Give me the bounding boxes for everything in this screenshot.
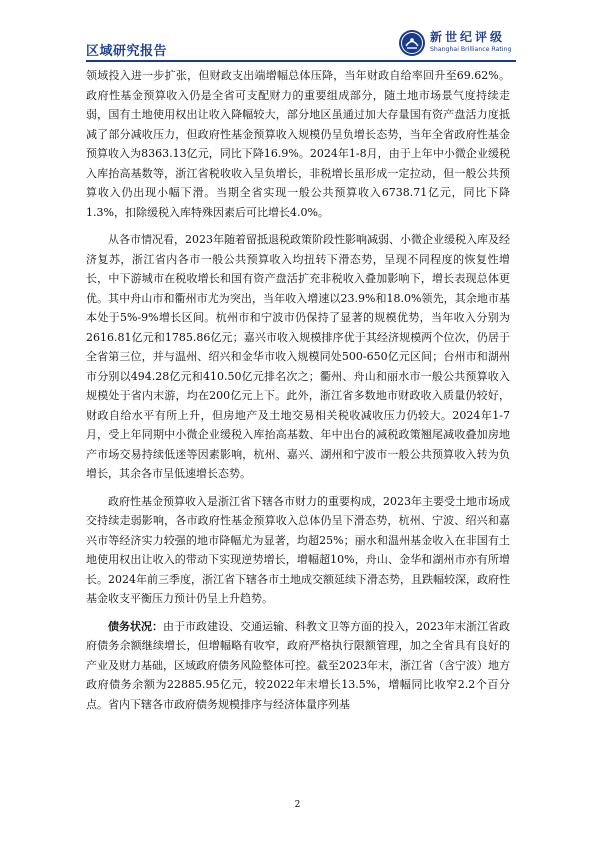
report-section-title: 区域研究报告 — [86, 44, 168, 59]
logo-english-name: Shanghai Brilliance Rating — [430, 46, 512, 53]
paragraph-fund-revenue: 政府性基金预算收入是浙江省下辖各市财力的重要构成，2023年主要受土地市场成交持续走弱影响，各市政府性基金预算收入总体仍呈下滑态势，杭州、宁波、绍兴和嘉兴市等经济实力较强的地市降幅尤为显著，均超25%；丽水和温州基金收入在非国有土地使用权出让收入的带动下实现逆势增长，增幅超10%，舟山、金华和湖州市亦有所增长。2024年前三季度，浙江省下辖各市土地成交额延续下滑态势，且跌幅较深，政府性基金收支平衡压力预计仍呈上升趋势。 — [86, 494, 510, 605]
debt-status-text: 由于市政建设、交通运输、科教文卫等方面的投入，2023年末浙江省政府债务余额继续增长，但增幅略有收窄，政府严格执行限额管理，加之全省具有良好的产业及财力基础，区域政府债务风险整体可控。截至2023年末，浙江省（含宁波）地方政府债务余额为22885.95亿元，较2022年末增长13.5%，增幅同比收窄2.2个百分点。省内下辖各市政府债务规模排序与经济体量序列基 — [86, 619, 510, 711]
paragraph-city-revenue: 从各市情况看，2023年随着留抵退税政策阶段性影响减弱、小微企业缓税入库及经济复苏，浙江省内各市一般公共预算收入均扭转下滑态势，呈现不同程度的恢复性增长，中下游城市在税收增长和国有资产盘活扩充非税收入叠加影响下，增长表现总体更优。其中舟山市和衢州市尤为突出，当年收入增速以23.9%和18.0%领先，其余地市基本处于5%-9%增长区间。杭州市和宁波市仍保持了显著的规模优势，当年收入分别为2616.81亿元和1785.86亿元；嘉兴市收入规模排序优于其经济规模两个位次，仍居于全省第三位，并与温州、绍兴和金华市收入规模同处500-650亿元区间；台州市和湖州市分别以494.28亿元和410.50亿元排名次之；衢州、舟山和丽水市一般公共预算收入规模处于省内末游，均在200亿元上下。此外，浙江省多数地市财政收入质量仍较好，财政自给水平有所上升，但房地产及土地交易相关税收减收压力仍较大。2024年1-7月，受上年同期中小微企业缓税入库抬高基数、年中出台的减税政策翘尾减收叠加房地产市场交易持续低迷等因素影响，杭州、嘉兴、湖州和宁波市一般公共预算收入转为负增长，其余各市呈低速增长态势。 — [86, 233, 510, 480]
header-divider — [86, 60, 516, 62]
company-logo — [398, 27, 516, 61]
logo-chinese-name: 新世纪评级 — [430, 30, 506, 44]
paragraph-fiscal-revenue: 领域投入进一步扩张，但财政支出端增幅总体压降，当年财政自给率回升至69.62%。政府性基金预算收入仍是全省可支配财力的重要组成部分，随土地市场景气度持续走弱，国有土地使用权出让收入降幅较大，部分地区虽通过加大存量国有资产盘活力度抵减了部分减收压力，但政府性基金预算收入规模仍呈负增长态势，当年全省政府性基金预算收入为8363.13亿元，同比下降16.9%。2024年1-8月，由于上年中小微企业缓税入库抬高基数等，浙江省税收收入呈负增长，非税增长虽形成一定拉动，但一般公共预算收入仍出现小幅下滑。当期全省实现一般公共预算收入6738.71亿元，同比下降1.3%，扣除缓税入库特殊因素后可比增长4.0%。 — [86, 69, 510, 219]
debt-status-heading: 债务状况： — [108, 619, 163, 633]
report-body — [86, 66, 510, 714]
paragraph-debt-status — [86, 617, 510, 715]
rating-agency-emblem-icon — [398, 29, 426, 57]
page-number: 2 — [294, 800, 301, 810]
